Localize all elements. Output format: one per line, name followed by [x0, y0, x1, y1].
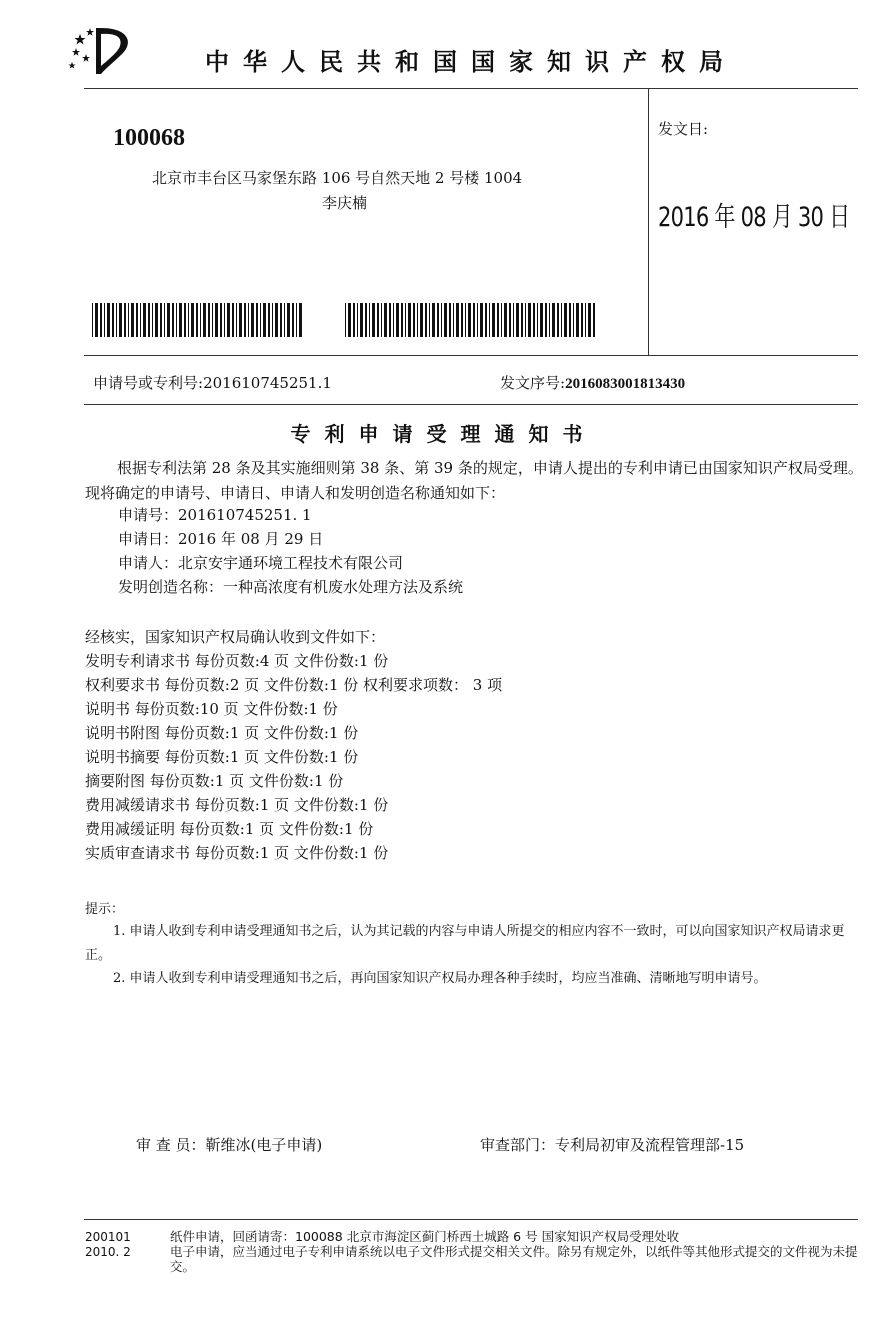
footer-paper-note: 纸件申请，回函请寄：100088 北京市海淀区蓟门桥西土城路 6 号 国家知识产权局受理处收 — [170, 1229, 680, 1244]
document-item: 说明书附图 每份页数:1 页 文件份数:1 份 — [85, 724, 359, 742]
document-item: 发明专利请求书 每份页数:4 页 文件份数:1 份 — [85, 652, 389, 670]
issue-date-value: 2016 年 08 月 30 日 — [658, 202, 850, 233]
document-item: 实质审查请求书 每份页数:1 页 文件份数:1 份 — [85, 844, 389, 862]
field-invention-title: 发明创造名称：一种高浓度有机废水处理方法及系统 — [118, 578, 464, 596]
application-number: 201610745251.1 — [203, 374, 332, 392]
recipient-address: 北京市丰台区马家堡东路 106 号自然天地 2 号楼 1004 — [152, 169, 523, 187]
ids-bottom-divider — [84, 404, 858, 405]
serial-number-line — [500, 372, 685, 393]
field-applicant: 申请人：北京安宇通环境工程技术有限公司 — [118, 554, 404, 572]
application-number-label: 申请号或专利号: — [93, 374, 204, 392]
tips-heading: 提示： — [85, 902, 125, 917]
recipient-name: 李庆楠 — [322, 194, 368, 212]
department-name: 专利局初审及流程管理部-15 — [555, 1136, 745, 1154]
date-column-divider — [648, 88, 649, 355]
examiner-name: 靳维冰(电子申请) — [205, 1136, 323, 1154]
field-application-date: 申请日：2016 年 08 月 29 日 — [118, 530, 324, 548]
documents-heading: 经核实，国家知识产权局确认收到文件如下： — [85, 628, 386, 646]
form-code: 200101 — [85, 1230, 131, 1244]
issue-date-label: 发文日: — [658, 120, 709, 138]
department-label: 审查部门： — [480, 1136, 556, 1154]
field-application-number: 申请号：201610745251. 1 — [118, 506, 312, 524]
notice-title: 专利申请受理通知书 — [290, 422, 597, 446]
document-item: 权利要求书 每份页数:2 页 文件份数:1 份 权利要求项数： 3 项 — [85, 676, 503, 694]
examiner-label: 审 查 员： — [136, 1136, 206, 1154]
serial-number: 2016083001813430 — [565, 376, 686, 392]
document-item: 费用减缓请求书 每份页数:1 页 文件份数:1 份 — [85, 796, 389, 814]
application-number-line — [93, 372, 332, 393]
examiner-line — [136, 1133, 322, 1157]
ids-top-divider — [84, 355, 858, 356]
tip-2: 2. 申请人收到专利申请受理通知书之后，再向国家知识产权局办理各种手续时，均应当准确、清晰地写明申请号。 — [113, 971, 767, 986]
footer-electronic-note: 电子申请，应当通过电子专利申请系统以电子文件形式提交相关文件。除另有规定外，以纸件等其他形式提交的文件视为未提交。 — [170, 1244, 858, 1274]
document-item: 摘要附图 每份页数:1 页 文件份数:1 份 — [85, 772, 344, 790]
barcode-left — [92, 303, 302, 337]
postcode: 100068 — [113, 125, 185, 151]
document-item: 说明书 每份页数:10 页 文件份数:1 份 — [85, 700, 338, 718]
document-item: 说明书摘要 每份页数:1 页 文件份数:1 份 — [85, 748, 359, 766]
notice-intro: 根据专利法第 28 条及其实施细则第 38 条、第 39 条的规定，申请人提出的专利申请已由国家知识产权局受理。现将确定的申请号、申请日、申请人和发明创造名称通知如下： — [85, 459, 863, 502]
document-item: 费用减缓证明 每份页数:1 页 文件份数:1 份 — [85, 820, 374, 838]
org-title: 中华人民共和国国家知识产权局 — [205, 48, 737, 76]
footer-divider — [84, 1219, 858, 1220]
department-line — [480, 1133, 744, 1157]
tip-1: 1. 申请人收到专利申请受理通知书之后，认为其记载的内容与申请人所提交的相应内容不一致时，可以向国家知识产权局请求更正。 — [85, 924, 845, 963]
header-divider — [84, 88, 858, 89]
sipo-logo-icon — [68, 24, 140, 76]
barcode-right — [345, 303, 597, 337]
form-version: 2010. 2 — [85, 1245, 131, 1259]
serial-number-label: 发文序号: — [500, 374, 566, 392]
